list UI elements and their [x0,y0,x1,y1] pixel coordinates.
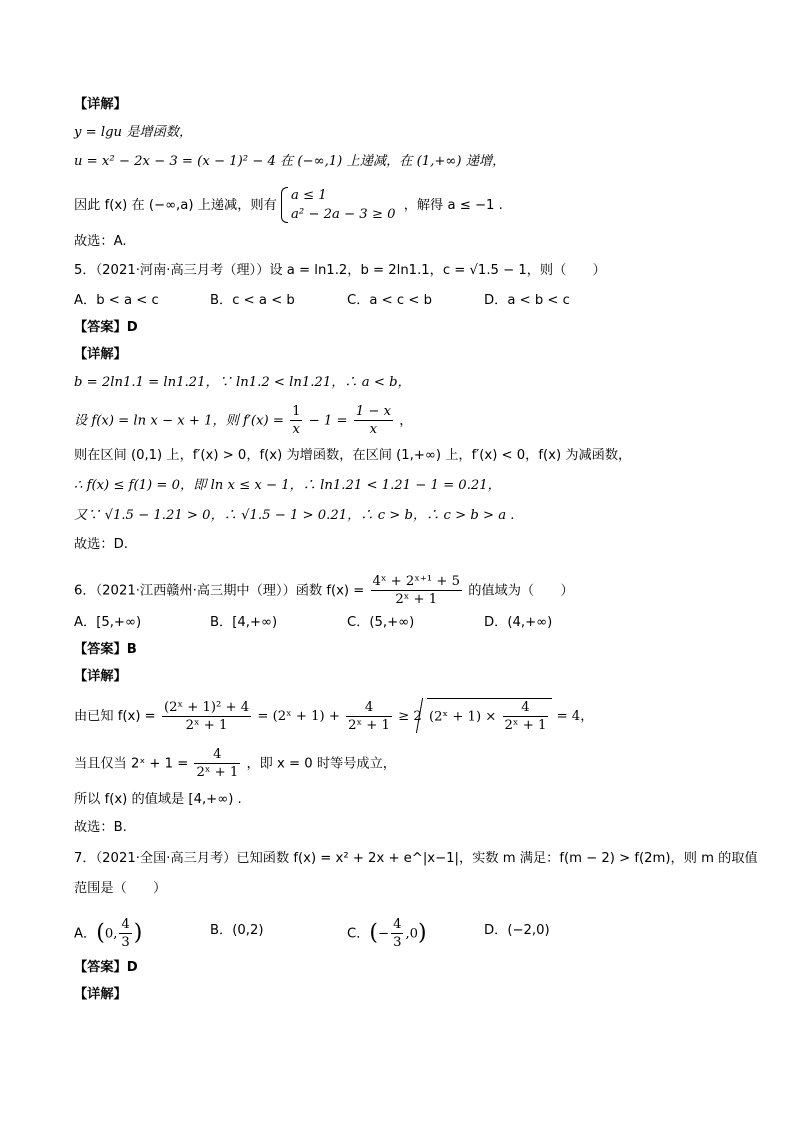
detail-label: 【详解】 [74,97,127,112]
fraction: $\frac{4}{3}$ [121,917,130,950]
q6-stem-pre: 6．（2021·江西赣州·高三期中（理））函数 f(x) = [74,583,365,599]
q5-stem: 5．（2021·河南·高三月考（理））设 a = ln1.2，b = 2ln1.1，c = √1.5 − 1，则（ ） [74,263,606,278]
q7-answer [74,959,734,977]
q6-option-d: D．(4,+∞) [484,615,553,630]
answer-label: 【答案】 [74,320,127,335]
prev-choose [74,233,734,251]
q6-line1-mid2: ≥ 2 [398,709,422,724]
choose-label: 故选： [74,234,114,249]
q7-option-a: A．(0, $\frac{4}{3}$ ) [74,917,143,950]
fraction: $\frac{4}{\text{2ˣ + 1}}$ [348,699,390,733]
q5-option-d: D．a < b < c [484,293,570,308]
fraction: $\frac{\text{(2ˣ + 1)² + 4}}{\text{2ˣ + 1}}$ [163,699,250,733]
q7-option-b: B．(0,2) [210,923,264,938]
answer-label: 【答案】 [74,960,127,975]
prev-solution-line-3-post: ，解得 a ≤ −1 . [403,198,503,213]
answer-value: B [126,642,137,657]
detail-label: 【详解】 [74,347,127,362]
choose-label: 故选： [74,537,114,552]
condition-1: a ≤ 1 [291,188,327,203]
q7-stem-line-1: 7．（2021·全国·高三月考）已知函数 f(x) = x² + 2x + e^|x−1|，实数 m 满足：f(m − 2) > f(2m)，则 m 的取值 [74,851,758,866]
q5-solution-line-1: b = 2ln1.1 = ln1.21，∵ ln1.2 < ln1.21，∴ a < b， [74,375,411,390]
q6-line2-pre: 当且仅当 2ˣ + 1 = [74,756,189,772]
answer-value: D [126,320,138,335]
fraction: $\frac{4}{3}$ [393,917,402,950]
choose-value: A. [113,234,127,249]
detail-label: 【详解】 [74,669,127,684]
answer-value: D [126,960,138,975]
q5-option-a: A．b < a < c [74,293,159,308]
q5-line2-mid: − 1 = [308,413,348,429]
fraction: $\frac{\text{4ˣ + 2ˣ⁺¹ + 5}}{\text{2ˣ + 1}}$ [372,574,460,607]
choose-value: B. [113,820,127,835]
choose-label: 故选： [74,820,114,835]
prev-solution-line-3 [74,186,734,224]
answer-label: 【答案】 [74,642,127,657]
condition-system [281,186,395,224]
q6-option-c: C．(5,+∞) [347,615,415,630]
q6-choose [74,819,734,837]
q6-option-a: A．[5,+∞) [74,615,142,630]
q5-line2-post: ， [399,413,413,429]
prev-solution-line-1: y = lgu 是增函数， [74,125,193,140]
q5-solution-line-4: ∴ f(x) ≤ f(1) = 0，即 ln x ≤ x − 1，∴ ln1.21 < 1.21 − 1 = 0.21， [74,478,501,493]
choose-value: D. [113,537,128,552]
fraction: $\frac{4}{\text{2ˣ + 1}}$ [196,747,239,780]
q7-option-c: C．(− $\frac{4}{3}$ ,0) [347,917,427,950]
q5-option-c: C．a < c < b [347,293,432,308]
q6-stem-post: 的值域为（ ） [468,583,574,599]
q7-option-d: D．(−2,0) [484,923,550,938]
q6-stem [74,573,734,608]
q5-option-b: B．c < a < b [210,293,295,308]
detail-label: 【详解】 [74,987,127,1002]
q7-options [74,916,734,950]
q5-choose [74,536,734,554]
q5-solution-line-5: 又∵ √1.5 − 1.21 > 0，∴ √1.5 − 1 > 0.21，∴ c > b，∴ c > b > a . [74,508,515,523]
q5-line2-pre: 设 f(x) = ln x − x + 1，则 f′(x) = [74,413,284,429]
q6-line1-mid1: = (2ˣ + 1) + [257,709,340,724]
prev-solution-line-2: u = x² − 2x − 3 = (x − 1)² − 4 在 (−∞,1) 上递减，在 (1,+∞) 递增， [74,154,506,169]
q6-solution-line-3: 所以 f(x) 的值域是 [4,+∞) . [74,792,242,807]
q6-line2-post: ，即 x = 0 时等号成立， [246,756,396,772]
square-root: (2ˣ + 1) × $\frac{4}{\text{2ˣ + 1}}$ [427,698,552,734]
q6-solution-line-2 [74,746,734,781]
q6-line1-pre: 由已知 f(x) = [74,709,156,724]
fraction: $\frac{1 - x}{x}$ [355,404,392,437]
fraction: $\frac{4}{\text{2ˣ + 1}}$ [504,700,547,733]
q6-option-b: B．[4,+∞) [210,615,278,630]
q5-solution-line-2 [74,403,734,438]
q6-line1-post: = 4， [556,709,594,724]
q5-solution-line-3: 则在区间 (0,1) 上，f′(x) > 0，f(x) 为增函数，在区间 (1,+∞) 上，f′(x) < 0，f(x) 为减函数， [74,448,632,463]
q7-stem-line-2: 范围是（ ） [74,881,167,896]
q6-answer [74,641,734,659]
condition-2: a² − 2a − 3 ≥ 0 [291,207,396,222]
q5-answer [74,319,734,337]
q6-solution-line-1 [74,698,734,734]
fraction: $\frac{1}{x}$ [292,404,301,437]
prev-solution-line-3-pre: 因此 f(x) 在 (−∞,a) 上递减，则有 [74,198,277,213]
